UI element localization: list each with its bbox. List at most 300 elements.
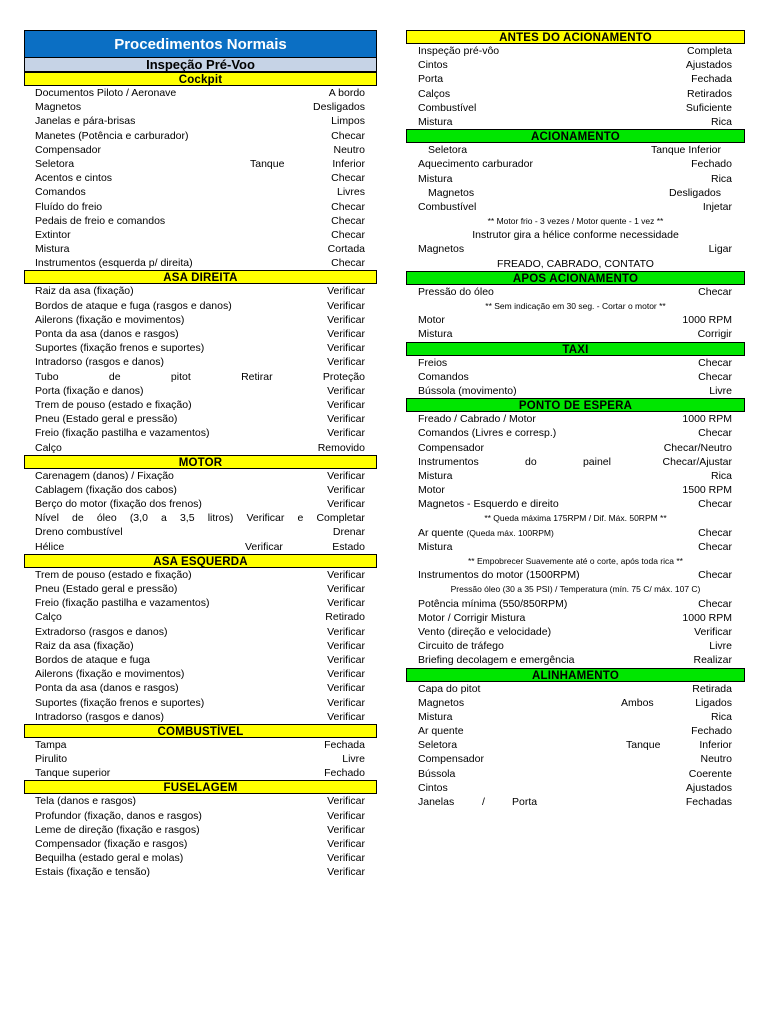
item-label: Magnetos: [35, 101, 82, 114]
item-label: Intradorso (rasgos e danos): [35, 356, 164, 369]
checklist-row: [24, 114, 377, 128]
checklist-row: [406, 101, 745, 115]
item-label: Comandos: [418, 370, 469, 383]
item-label: Cintos: [418, 781, 448, 794]
item-value: Livre: [709, 640, 732, 653]
checklist-row: [24, 256, 377, 270]
item-label: Suportes (fixação frenos e suportes): [35, 342, 205, 355]
item-label: Magnetos: [418, 696, 465, 709]
item-value: Fechado: [691, 725, 732, 738]
item-value: Verificar: [327, 795, 365, 808]
item-label: Instrumentos (esquerda p/ direita): [35, 257, 193, 270]
checklist-row: [24, 100, 377, 114]
checklist-row: [24, 284, 377, 298]
item-value: Retirada: [692, 682, 732, 695]
item-value: Checar/Neutro: [663, 441, 732, 454]
item-value: Verificar: [327, 299, 365, 312]
item-label: Pneu (Estado geral e pressão): [35, 583, 178, 595]
checklist-row: [24, 497, 377, 511]
note-queda-maxima: ** Queda máxima 175RPM / Dif. Máx. 50RPM **: [484, 513, 667, 524]
word: painel: [582, 455, 611, 468]
item-value: Verificar: [327, 568, 365, 581]
item-label: Capa do pitot: [418, 682, 481, 695]
item-value: Verificar: [327, 866, 365, 879]
checklist-row: [24, 625, 377, 639]
item-label: Ailerons (fixação e movimentos): [35, 313, 185, 326]
item-label: Briefing decolagem e emergência: [418, 654, 575, 667]
checklist-row: [24, 738, 377, 752]
item-value: Livre: [342, 753, 365, 766]
checklist-row: [24, 851, 377, 865]
item-label: Tampa: [35, 738, 67, 751]
item-label: Magnetos: [418, 243, 465, 256]
item-label: Tanque superior: [35, 767, 111, 780]
item-label: Pneu (Estado geral e pressão): [35, 413, 178, 426]
item-mid: Tanque: [250, 157, 285, 170]
justified-text: [35, 511, 365, 525]
checklist-row: [406, 87, 745, 101]
checklist-row: [24, 696, 377, 710]
item-value: Verificar: [327, 682, 365, 695]
justified-text: [35, 370, 365, 384]
checklist-row: [24, 228, 377, 242]
checklist-row: [406, 738, 745, 752]
section-header-ponto-espera: PONTO DE ESPERA: [406, 398, 745, 412]
item-label: Freio (fixação pastilha e vazamentos): [35, 427, 210, 440]
checklist-row: [24, 143, 377, 157]
item-label: Janelas: [418, 796, 455, 808]
item-value: Fechada: [691, 73, 732, 86]
item-value: Realizar: [693, 654, 732, 667]
item-label: Bússola: [418, 767, 456, 780]
item-value: Fechadas: [685, 796, 732, 808]
section-header-motor: MOTOR: [24, 455, 377, 469]
item-label: Freio (fixação pastilha e vazamentos): [35, 597, 210, 610]
item-label: Seletora: [418, 739, 458, 752]
checklist-row: [406, 356, 745, 370]
checklist-row: [24, 823, 377, 837]
item-value: Livre: [709, 384, 732, 397]
item-value: Rica: [710, 115, 732, 128]
checklist-row: [24, 426, 377, 440]
checklist-row: [24, 681, 377, 695]
note-sem-indicacao: ** Sem indicação em 30 seg. - Cortar o motor **: [485, 301, 666, 311]
item-value: Checar: [698, 526, 732, 539]
item-value: Verificar: [327, 342, 365, 355]
checklist-row: [406, 710, 745, 724]
item-label: Acentos e cintos: [35, 172, 113, 185]
section-header-cockpit: Cockpit: [24, 72, 377, 86]
item-value: Cortada: [327, 243, 365, 256]
item-value: Ligados: [695, 696, 732, 709]
item-label: Pressão do óleo: [418, 285, 494, 298]
item-label: Combustível: [418, 101, 477, 114]
checklist-row: [24, 398, 377, 412]
item-label: Compensador (fixação e rasgos): [35, 838, 188, 850]
checklist-row: [24, 157, 377, 171]
item-label: Motor: [418, 314, 445, 327]
item-label: Tela (danos e rasgos): [35, 795, 136, 808]
item-label: Mistura: [418, 540, 453, 553]
item-label: Pedais de freio e comandos: [35, 214, 166, 227]
checklist-row: [406, 483, 745, 497]
item-value: Verificar: [327, 498, 365, 511]
checklist-row: [406, 781, 745, 795]
item-label: Seletora: [428, 144, 468, 157]
checklist-row: [24, 469, 377, 483]
checklist-row: [406, 767, 745, 781]
checklist-row: [24, 710, 377, 724]
item-value: Verificar: [694, 625, 732, 638]
checklist-row: [406, 682, 745, 696]
item-value: Verificar: [327, 809, 365, 822]
checklist-row: [24, 582, 377, 596]
item-value: Checar: [698, 498, 732, 511]
checklist-row: [24, 483, 377, 497]
checklist-row: [24, 752, 377, 766]
item-label: Compensador: [35, 143, 101, 156]
page-title: Procedimentos Normais: [24, 30, 377, 58]
item-value: Rica: [710, 469, 732, 482]
item-value: Verificar: [327, 413, 365, 426]
checklist-row-janelas: [406, 795, 745, 809]
checklist-row: [24, 794, 377, 808]
item-value: Fechada: [324, 738, 365, 751]
justified-text: [418, 455, 611, 469]
item-value: Rica: [710, 710, 732, 723]
item-value: Verificar: [327, 823, 365, 836]
checklist-row: [24, 341, 377, 355]
checklist-row: [406, 157, 745, 171]
word: a: [161, 512, 167, 525]
item-label: Manetes (Potência e carburador): [35, 129, 189, 142]
item-label-text: Ar quente: [418, 526, 467, 539]
checklist-row: [406, 285, 745, 299]
item-value: Checar: [698, 370, 732, 383]
item-label: Calço: [35, 611, 62, 624]
checklist-row: [406, 200, 745, 214]
item-value: Verificar: [327, 710, 365, 723]
item-label: Ponta da asa (danos e rasgos): [35, 682, 179, 695]
checklist-row: [406, 58, 745, 72]
item-value: A bordo: [328, 87, 365, 99]
checklist-row: [24, 837, 377, 851]
item-mid: /: [482, 796, 485, 808]
item-value: Verificar: [327, 668, 365, 681]
item-label: Trem de pouso (estado e fixação): [35, 398, 192, 411]
item-label: Dreno combustível: [35, 526, 123, 539]
item-value: Verificar: [327, 852, 365, 865]
note-pressao-oleo: Pressão óleo (30 a 35 PSI) / Temperatura (mín. 75 C/ máx. 107 C): [450, 584, 701, 595]
item-label: Mistura: [35, 243, 70, 256]
item-value: Checar: [698, 540, 732, 553]
item-value: Verificar: [327, 398, 365, 411]
item-label: Comandos (Livres e corresp.): [418, 427, 557, 440]
item-value: Neutro: [333, 143, 365, 156]
checklist-row: [406, 497, 745, 511]
item-value: Completa: [687, 45, 732, 57]
item-label: Inspeção pré-vôo: [418, 45, 500, 57]
word: óleo: [96, 512, 117, 525]
word: Instrumentos: [418, 455, 479, 468]
checklist-row-instrumentos: [406, 455, 745, 469]
item-label: Mistura: [418, 172, 453, 185]
checklist-row-oleo: [24, 511, 377, 525]
checklist-row: [24, 809, 377, 823]
checklist-row: [406, 653, 745, 667]
item-label: Pirulito: [35, 753, 68, 766]
item-label: Cintos: [418, 59, 448, 72]
item-label: Circuito de tráfego: [418, 640, 504, 653]
item-value: Verificar: [327, 483, 365, 496]
item-label: Ponta da asa (danos e rasgos): [35, 328, 179, 340]
word: de: [72, 512, 84, 525]
word: (3,0: [129, 512, 148, 525]
item-value: Verificar: [327, 469, 365, 482]
item-label: Raiz da asa (fixação): [35, 639, 134, 652]
item-label: Suportes (fixação frenos e suportes): [35, 696, 205, 709]
item-label: Calços: [418, 87, 451, 100]
checklist-row: [406, 370, 745, 384]
item-label: Combustível: [418, 200, 477, 213]
section-header-asa-esquerda: ASA ESQUERDA: [24, 554, 377, 568]
note-freado: FREADO, CABRADO, CONTATO: [497, 257, 654, 270]
checklist-row: [24, 639, 377, 653]
item-value: Verificar: [327, 356, 365, 369]
checklist-row: [406, 72, 745, 86]
word: Tubo: [35, 370, 59, 383]
item-value: Checar: [331, 172, 365, 185]
checklist-row: [406, 639, 745, 653]
item-label: Mistura: [418, 469, 453, 482]
section-header-apos-acionamento: APOS ACIONAMENTO: [406, 271, 745, 285]
item-label-note: (Queda máx. 100RPM): [466, 527, 554, 538]
item-label: Freado / Cabrado / Motor: [418, 413, 536, 426]
checklist-row: [24, 200, 377, 214]
checklist-row: [406, 115, 745, 129]
item-label: Magnetos: [428, 186, 475, 199]
item-label: Mistura: [418, 328, 453, 341]
item-value: Rica: [710, 172, 732, 185]
word: Proteção: [322, 370, 365, 383]
note-instrutor: Instrutor gira a hélice conforme necessidade: [472, 229, 679, 242]
item-label: Bordos de ataque e fuga: [35, 653, 151, 666]
checklist-row: [24, 327, 377, 341]
checklist-row: [24, 653, 377, 667]
item-label: Instrumentos do motor (1500RPM): [418, 569, 580, 582]
checklist-row: [24, 412, 377, 426]
checklist-row-pitot: [24, 370, 377, 384]
item-label: Vento (direção e velocidade): [418, 625, 552, 638]
item-value: 1000 RPM: [682, 611, 732, 624]
item-value: Corrigir: [697, 328, 732, 341]
item-label: Bússola (movimento): [418, 384, 517, 397]
checklist-row: [406, 625, 745, 639]
section-header-acionamento: ACIONAMENTO: [406, 129, 745, 143]
item-label: Intradorso (rasgos e danos): [35, 710, 164, 723]
checklist-row: [406, 611, 745, 625]
item-label: Profundor (fixação, danos e rasgos): [35, 809, 202, 822]
item-label: Bordos de ataque e fuga (rasgos e danos): [35, 299, 232, 312]
item-value: Checar: [331, 228, 365, 241]
item-value: 1000 RPM: [682, 413, 732, 426]
item-value: Inferior: [332, 157, 365, 170]
checklist-row: [24, 766, 377, 780]
item-value: Verificar: [327, 384, 365, 397]
item-value: Suficiente: [685, 101, 732, 114]
item-value: Checar: [698, 597, 732, 610]
item-label: Raiz da asa (fixação): [35, 285, 134, 298]
item-value: Checar: [331, 214, 365, 227]
item-value: Checar: [331, 257, 365, 270]
checklist-row: [406, 696, 745, 710]
item-value: Verificar: [327, 597, 365, 610]
item-value: Estado: [332, 540, 365, 553]
checklist-row: [406, 143, 745, 157]
checklist-row: [24, 568, 377, 582]
item-value: Verificar: [327, 639, 365, 652]
item-value: Desligados: [313, 101, 365, 114]
checklist-row: [406, 384, 745, 398]
checklist-row: [24, 610, 377, 624]
item-value: Checar: [698, 427, 732, 440]
checklist-row: [24, 865, 377, 879]
item-label: Bequilha (estado geral e molas): [35, 852, 184, 865]
item-label: Mistura: [418, 115, 453, 128]
item-label: Comandos: [35, 186, 86, 199]
right-column: [406, 30, 745, 809]
item-value: Verificar: [327, 838, 365, 850]
word: litros): [207, 512, 234, 525]
word: Nível: [35, 512, 59, 525]
item-label: Calço: [35, 441, 62, 454]
checklist-row: [406, 752, 745, 766]
item-mid: Tanque: [626, 739, 661, 752]
note-motor-frio: ** Motor frio - 3 vezes / Motor quente - 1 vez **: [487, 216, 664, 227]
checklist-row: [406, 242, 745, 256]
checklist-row: [24, 242, 377, 256]
item-label: Estais (fixação e tensão): [35, 866, 150, 879]
item-value: Verificar: [327, 313, 365, 326]
item-label: Freios: [418, 356, 448, 369]
item-label: Potência mínima (550/850RPM): [418, 597, 568, 610]
item-value: Desligados: [669, 186, 721, 199]
item-label: Motor / Corrigir Mistura: [418, 611, 526, 624]
item-label: Aquecimento carburador: [418, 158, 533, 171]
checklist-row: [24, 171, 377, 185]
item-mid: Porta: [512, 796, 538, 808]
checklist-row: [24, 129, 377, 143]
item-label: Carenagem (danos) / Fixação: [35, 469, 174, 482]
section-header-taxi: TAXI: [406, 342, 745, 356]
checklist-row: [24, 185, 377, 199]
item-value: Ajustados: [685, 59, 732, 72]
word: e: [297, 512, 304, 525]
item-label: Fluído do freio: [35, 200, 103, 213]
item-label: Ar quente: [418, 725, 464, 738]
checklist-row-ar-quente: [406, 526, 745, 540]
item-value: Verificar: [327, 285, 365, 298]
section-header-antes-acionamento: ANTES DO ACIONAMENTO: [406, 30, 745, 44]
item-label: Berço do motor (fixação dos frenos): [35, 498, 202, 511]
item-value: 1000 RPM: [682, 314, 732, 327]
section-header-fuselagem: FUSELAGEM: [24, 780, 377, 794]
item-value: Coerente: [688, 767, 732, 780]
item-value: Fechado: [324, 767, 365, 780]
word: de: [108, 370, 121, 383]
item-value: Drenar: [332, 526, 365, 539]
checklist-row: [406, 412, 745, 426]
word: 3,5: [179, 512, 195, 525]
item-label: Leme de direção (fixação e rasgos): [35, 823, 200, 836]
item-label: Porta (fixação e danos): [35, 384, 144, 397]
item-value: Checar: [698, 569, 732, 582]
left-column: [24, 30, 377, 880]
checklist-row: [406, 426, 745, 440]
checklist-row: [406, 469, 745, 483]
item-value: 1500 RPM: [682, 484, 732, 497]
item-label: Hélice: [35, 540, 65, 553]
word: Retirar: [241, 370, 273, 383]
checklist-row: [406, 186, 745, 200]
section-header-alinhamento: ALINHAMENTO: [406, 668, 745, 682]
checklist-row: [24, 86, 377, 100]
checklist-row: [24, 384, 377, 398]
item-value: Checar: [698, 356, 732, 369]
item-value: Checar: [331, 200, 365, 213]
item-value: Livres: [336, 186, 365, 199]
item-value: Fechado: [691, 158, 732, 171]
item-label: Ailerons (fixação e movimentos): [35, 668, 185, 681]
checklist-row: [406, 313, 745, 327]
checklist-row: [406, 568, 745, 582]
checklist-row: [406, 441, 745, 455]
checklist-row: [24, 596, 377, 610]
checklist-row: [406, 540, 745, 554]
checklist-row-helice: [24, 540, 377, 554]
page-subtitle: Inspeção Pré-Voo: [24, 58, 377, 72]
item-label: Magnetos - Esquerdo e direito: [418, 498, 559, 511]
item-label: Compensador: [418, 753, 484, 766]
checklist-row: [24, 313, 377, 327]
checklist-row: [406, 44, 745, 58]
item-mid: Verificar: [245, 540, 283, 553]
checklist-row: [406, 327, 745, 341]
item-label: Motor: [418, 484, 445, 497]
item-value: Tanque Inferior: [650, 144, 721, 157]
item-label: Documentos Piloto / Aeronave: [35, 87, 177, 99]
item-value: Ligar: [708, 243, 732, 256]
word: Verificar: [246, 512, 285, 525]
item-value: Checar: [331, 129, 365, 142]
section-header-combustivel: COMBUSTÍVEL: [24, 724, 377, 738]
item-label: Compensador: [418, 441, 484, 454]
checklist-row: [24, 667, 377, 681]
item-label: Seletora: [35, 157, 75, 170]
note-empobrecer: ** Empobrecer Suavemente até o corte, após toda rica **: [468, 556, 683, 566]
item-label: Mistura: [418, 710, 453, 723]
checklist-row: [24, 355, 377, 369]
item-value: Verificar: [327, 328, 365, 340]
checklist-row: [406, 724, 745, 738]
item-label: Cablagem (fixação dos cabos): [35, 483, 177, 496]
item-value: Verificar: [327, 625, 365, 638]
item-value: Verificar: [327, 696, 365, 709]
item-label: Trem de pouso (estado e fixação): [35, 568, 192, 581]
item-label: [418, 526, 554, 540]
item-value: Verificar: [327, 653, 365, 666]
word: Completar: [316, 512, 365, 525]
